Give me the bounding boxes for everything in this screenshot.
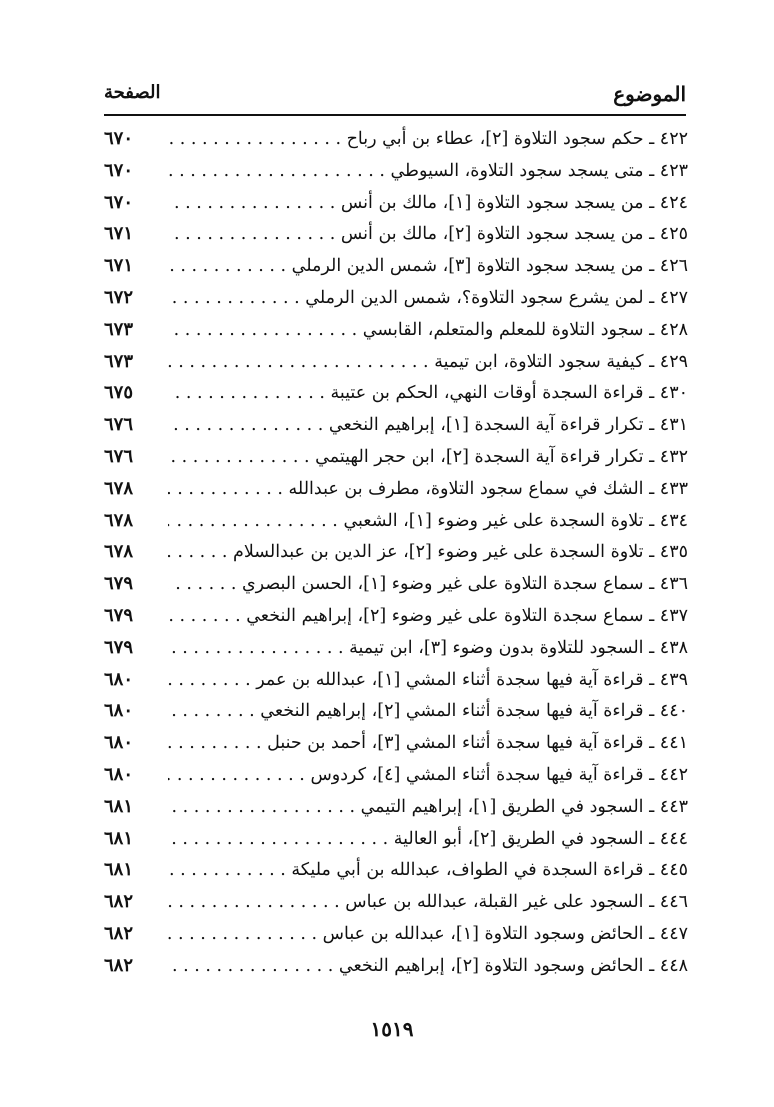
toc-entry-text: ٤٢٦ ـ من يسجد سجود التلاوة [٣]، شمس الدين الرملي . . . (168, 252, 688, 280)
entry-number: ٤٣٦ (659, 574, 688, 595)
toc-entry-text: ٤٣٢ ـ تكرار قراءة آية السجدة [٢]، ابن حجر الهيتمي . . . (168, 443, 688, 471)
toc-entry (0, 759, 774, 791)
toc-entry (0, 250, 774, 282)
entry-page-number: ٦٨٢ (104, 922, 134, 944)
toc-entry-text: ٤٣٨ ـ السجود للتلاوة بدون وضوء [٣]، ابن تيمية . . . (168, 634, 688, 662)
table-of-contents (0, 123, 774, 982)
entry-title: قراءة آية فيها سجدة أثناء المشي [١]، عبدالله بن عمر . . . (168, 670, 644, 690)
toc-entry-text: ٤٤٠ ـ قراءة آية فيها سجدة أثناء المشي [٢]، إبراهيم النخعي . . . (168, 697, 688, 725)
toc-entry (0, 568, 774, 600)
toc-entry-text: ٤٣٣ ـ الشك في سماع سجود التلاوة، مطرف بن عبدالله . . . (168, 475, 688, 503)
entry-title: قراءة السجدة أوقات النهي، الحكم بن عتيبة . . . (168, 383, 644, 403)
entry-page-number: ٦٧٠ (104, 191, 134, 213)
entry-number: ٤٣٤ (659, 510, 688, 531)
entry-number: ٤٢٢ (659, 129, 688, 149)
entry-number: ٤٢٥ (659, 224, 688, 245)
entry-title: قراءة آية فيها سجدة أثناء المشي [٢]، إبراهيم النخعي . . . (168, 701, 644, 721)
entry-title: كيفية سجود التلاوة، ابن تيمية . . . (168, 352, 644, 372)
entry-title: الشك في سماع سجود التلاوة، مطرف بن عبدالله . . . (168, 479, 644, 499)
entry-title: تلاوة السجدة على غير وضوء [٢]، عز الدين بن عبدالسلام . . . (168, 542, 644, 562)
entry-page-number: ٦٨٠ (104, 668, 134, 690)
toc-entry-text: ٤٢٢ ـ حكم سجود التلاوة [٢]، عطاء بن أبي رباح . . . (168, 125, 688, 153)
entry-title: قراءة آية فيها سجدة أثناء المشي [٤]، كردوس . . . (168, 765, 644, 785)
toc-entry-text: ٤٢٤ ـ من يسجد سجود التلاوة [١]، مالك بن أنس . . . (168, 189, 688, 217)
entry-title: سجود التلاوة للمعلم والمتعلم، القابسي . . . (168, 320, 644, 340)
entry-page-number: ٦٨٠ (104, 732, 134, 754)
entry-page-number: ٦٨١ (104, 859, 134, 881)
entry-page-number: ٦٧٨ (104, 477, 134, 499)
toc-entry (0, 314, 774, 346)
entry-page-number: ٦٧٢ (104, 286, 134, 308)
entry-title: سماع سجدة التلاوة على غير وضوء [١]، الحسن البصري . . . (168, 574, 644, 594)
entry-page-number: ٦٨١ (104, 795, 134, 817)
toc-entry (0, 632, 774, 664)
entry-title: تكرار قراءة آية السجدة [٢]، ابن حجر الهيتمي . . . (168, 447, 644, 467)
entry-page-number: ٦٧٨ (104, 541, 134, 563)
entry-title: تلاوة السجدة على غير وضوء [١]، الشعبي . . . (168, 511, 644, 531)
entry-title: الحائض وسجود التلاوة [١]، عبدالله بن عباس . . . (168, 924, 644, 944)
toc-header (104, 78, 686, 116)
toc-entry-text: ٤٢٩ ـ كيفية سجود التلاوة، ابن تيمية . . . (168, 348, 688, 376)
entry-title: قراءة السجدة في الطواف، عبدالله بن أبي مليكة . . . (168, 860, 644, 880)
toc-entry (0, 505, 774, 537)
entry-page-number: ٦٧٨ (104, 509, 134, 531)
entry-title: السجود في الطريق [١]، إبراهيم التيمي . . . (168, 797, 644, 817)
entry-page-number: ٦٧٠ (104, 159, 134, 181)
entry-title: الحائض وسجود التلاوة [٢]، إبراهيم النخعي . . . (168, 956, 644, 976)
entry-title: من يسجد سجود التلاوة [١]، مالك بن أنس . . . (168, 193, 644, 213)
entry-title: لمن يشرع سجود التلاوة؟، شمس الدين الرملي . . . (168, 288, 644, 308)
entry-number: ٤٤٥ (659, 860, 688, 881)
toc-entry-text: ٤٤٧ ـ الحائض وسجود التلاوة [١]، عبدالله بن عباس . . . (168, 920, 688, 948)
toc-entry (0, 155, 774, 187)
entry-number: ٤٢٤ (659, 192, 688, 213)
topic-column-heading: الموضوع (613, 82, 686, 106)
toc-entry (0, 282, 774, 314)
entry-number: ٤٣٨ (659, 637, 688, 658)
entry-title: متى يسجد سجود التلاوة، السيوطي . . . (168, 161, 644, 181)
entry-title: من يسجد سجود التلاوة [٢]، مالك بن أنس . . . (168, 224, 644, 244)
entry-number: ٤٤٢ (659, 764, 688, 785)
toc-entry (0, 123, 774, 155)
entry-page-number: ٦٧٦ (104, 445, 134, 467)
entry-number: ٤٤١ (659, 733, 688, 754)
toc-entry-text: ٤٤٨ ـ الحائض وسجود التلاوة [٢]، إبراهيم النخعي . . . (168, 952, 688, 980)
entry-page-number: ٦٧٥ (104, 382, 134, 404)
entry-number: ٤٣٥ (659, 542, 688, 563)
toc-entry-text: ٤٤١ ـ قراءة آية فيها سجدة أثناء المشي [٣]، أحمد بن حنبل . . . (168, 729, 688, 757)
entry-page-number: ٦٧٣ (104, 350, 134, 372)
toc-entry-text: ٤٣٧ ـ سماع سجدة التلاوة على غير وضوء [٢]، إبراهيم النخعي . . . (168, 602, 688, 630)
toc-entry-text: ٤٤٤ ـ السجود في الطريق [٢]، أبو العالية . . . (168, 825, 688, 853)
entry-title: من يسجد سجود التلاوة [٣]، شمس الدين الرملي . . . (168, 256, 644, 276)
toc-entry-text: ٤٤٣ ـ السجود في الطريق [١]، إبراهيم التيمي . . . (168, 793, 688, 821)
entry-number: ٤٣٣ (659, 478, 688, 499)
toc-entry (0, 695, 774, 727)
entry-title: السجود على غير القبلة، عبدالله بن عباس . . . (168, 892, 644, 912)
entry-number: ٤٤٧ (659, 923, 688, 944)
entry-number: ٤٣٧ (659, 605, 688, 626)
entry-number: ٤٢٩ (659, 351, 688, 372)
entry-number: ٤٣٩ (659, 669, 688, 690)
entry-title: السجود للتلاوة بدون وضوء [٣]، ابن تيمية . . . (168, 638, 644, 658)
entry-number: ٤٣٠ (659, 383, 688, 404)
entry-title: السجود في الطريق [٢]، أبو العالية . . . (168, 829, 644, 849)
entry-number: ٤٣١ (659, 415, 688, 436)
toc-entry (0, 791, 774, 823)
toc-entry-text: ٤٣٥ ـ تلاوة السجدة على غير وضوء [٢]، عز الدين بن عبدالسلام . . . (168, 538, 688, 566)
entry-page-number: ٦٧٩ (104, 573, 134, 595)
toc-entry-text: ٤٣١ ـ تكرار قراءة آية السجدة [١]، إبراهيم النخعي . . . (168, 411, 688, 439)
entry-page-number: ٦٨٢ (104, 891, 134, 913)
entry-number: ٤٢٣ (659, 160, 688, 181)
page-column-heading: الصفحة (104, 82, 161, 103)
entry-title: حكم سجود التلاوة [٢]، عطاء بن أبي رباح . . . (168, 129, 644, 149)
entry-page-number: ٦٧١ (104, 223, 134, 245)
entry-page-number: ٦٧٩ (104, 604, 134, 626)
entry-page-number: ٦٧١ (104, 255, 134, 277)
entry-page-number: ٦٧٦ (104, 414, 134, 436)
entry-number: ٤٤٦ (659, 892, 688, 913)
entry-number: ٤٤٣ (659, 796, 688, 817)
toc-entry (0, 664, 774, 696)
toc-entry-text: ٤٤٢ ـ قراءة آية فيها سجدة أثناء المشي [٤]، كردوس . . . (168, 761, 688, 789)
toc-entry-text: ٤٣٠ ـ قراءة السجدة أوقات النهي، الحكم بن عتيبة . . . (168, 379, 688, 407)
entry-number: ٤٣٢ (659, 446, 688, 467)
entry-number: ٤٢٨ (659, 319, 688, 340)
entry-page-number: ٦٨٠ (104, 763, 134, 785)
entry-number: ٤٤٠ (659, 701, 688, 722)
page-number: ١٥١٩ (370, 1017, 414, 1041)
toc-entry (0, 600, 774, 632)
toc-entry-text: ٤٤٥ ـ قراءة السجدة في الطواف، عبدالله بن أبي مليكة . . . (168, 856, 688, 884)
entry-page-number: ٦٨٠ (104, 700, 134, 722)
toc-entry (0, 218, 774, 250)
entry-page-number: ٦٧٠ (104, 128, 134, 149)
toc-entry (0, 346, 774, 378)
toc-entry-text: ٤٣٩ ـ قراءة آية فيها سجدة أثناء المشي [١]، عبدالله بن عمر . . . (168, 666, 688, 694)
entry-page-number: ٦٨٢ (104, 954, 134, 976)
toc-entry-text: ٤٤٦ ـ السجود على غير القبلة، عبدالله بن عباس . . . (168, 888, 688, 916)
toc-entry (0, 823, 774, 855)
toc-entry (0, 377, 774, 409)
entry-page-number: ٦٧٣ (104, 318, 134, 340)
toc-entry-text: ٤٢٨ ـ سجود التلاوة للمعلم والمتعلم، القابسي . . . (168, 316, 688, 344)
entry-title: قراءة آية فيها سجدة أثناء المشي [٣]، أحمد بن حنبل . . . (168, 733, 644, 753)
toc-entry-text: ٤٢٥ ـ من يسجد سجود التلاوة [٢]، مالك بن أنس . . . (168, 220, 688, 248)
toc-entry (0, 441, 774, 473)
entry-number: ٤٤٤ (659, 828, 688, 849)
toc-entry-text: ٤٢٣ ـ متى يسجد سجود التلاوة، السيوطي . . . (168, 157, 688, 185)
toc-entry (0, 473, 774, 505)
toc-entry (0, 950, 774, 982)
toc-entry (0, 886, 774, 918)
toc-entry-text: ٤٣٤ ـ تلاوة السجدة على غير وضوء [١]، الشعبي . . . (168, 507, 688, 535)
toc-entry (0, 409, 774, 441)
entry-title: تكرار قراءة آية السجدة [١]، إبراهيم النخعي . . . (168, 415, 644, 435)
toc-entry (0, 918, 774, 950)
entry-title: سماع سجدة التلاوة على غير وضوء [٢]، إبراهيم النخعي . . . (168, 606, 644, 626)
entry-number: ٤٢٦ (659, 256, 688, 277)
toc-entry-text: ٤٣٦ ـ سماع سجدة التلاوة على غير وضوء [١]، الحسن البصري . . . (168, 570, 688, 598)
entry-page-number: ٦٨١ (104, 827, 134, 849)
toc-entry (0, 727, 774, 759)
entry-number: ٤٢٧ (659, 287, 688, 308)
entry-page-number: ٦٧٩ (104, 636, 134, 658)
toc-entry (0, 536, 774, 568)
toc-entry-text: ٤٢٧ ـ لمن يشرع سجود التلاوة؟، شمس الدين الرملي . . . (168, 284, 688, 312)
toc-entry (0, 854, 774, 886)
entry-number: ٤٤٨ (659, 955, 688, 976)
toc-entry (0, 187, 774, 219)
